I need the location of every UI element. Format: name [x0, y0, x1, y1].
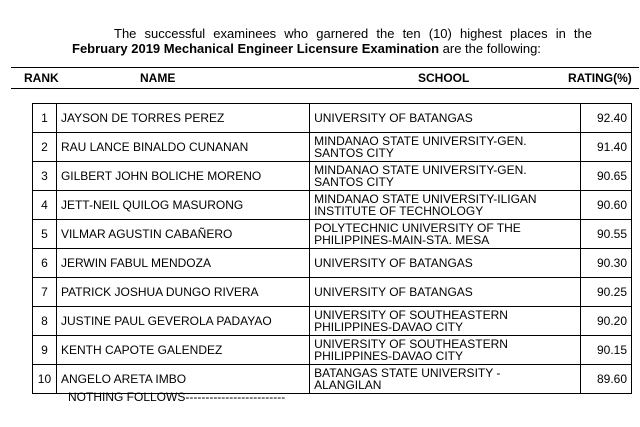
school-cell: [310, 191, 581, 220]
rank-cell: 8: [33, 307, 57, 336]
table-row: [33, 249, 632, 278]
rating-cell: 89.60: [580, 365, 631, 394]
name-cell: RAU LANCE BINALDO CUNANAN: [56, 133, 309, 162]
school-cell: [310, 249, 581, 278]
header-rank: RANK: [24, 71, 59, 85]
name-cell: KENTH CAPOTE GALENDEZ: [56, 336, 309, 365]
table-row: [33, 191, 632, 220]
rating-cell: 90.15: [580, 336, 631, 365]
school-cell: [310, 133, 581, 162]
rank-cell: 9: [33, 336, 57, 365]
rating-cell: 90.65: [580, 162, 631, 191]
rating-cell: 92.40: [580, 104, 631, 133]
school-cell: [310, 278, 581, 307]
school-line-1: UNIVERSITY OF SOUTHEASTERN: [314, 308, 508, 322]
intro-line-2: [72, 41, 592, 56]
rank-cell: 4: [33, 191, 57, 220]
rank-cell: 5: [33, 220, 57, 249]
table-row: [33, 278, 632, 307]
school-line-2: ALANGILAN: [314, 378, 382, 392]
header-school: SCHOOL: [418, 71, 470, 85]
name-cell: GILBERT JOHN BOLICHE MORENO: [56, 162, 309, 191]
table-row: [33, 104, 632, 133]
rank-cell: 2: [33, 133, 57, 162]
rank-cell: 6: [33, 249, 57, 278]
name-cell: PATRICK JOSHUA DUNGO RIVERA: [56, 278, 309, 307]
header-bottom-rule: [11, 88, 639, 89]
rating-cell: 90.60: [580, 191, 631, 220]
name-cell: JUSTINE PAUL GEVEROLA PADAYAO: [56, 307, 309, 336]
rank-cell: 1: [33, 104, 57, 133]
exam-title: February 2019 Mechanical Engineer Licensure Examination: [72, 41, 440, 56]
rank-cell: 3: [33, 162, 57, 191]
nothing-follows-note: NOTHING FOLLOWS-------------------------: [68, 390, 286, 404]
school-cell: [310, 307, 581, 336]
school-cell: [310, 104, 581, 133]
school-line-2: PHILIPPINES-DAVAO CITY: [314, 349, 464, 363]
header-top-rule: [11, 67, 639, 68]
table-row: [33, 336, 632, 365]
school-line-1: MINDANAO STATE UNIVERSITY-GEN.: [314, 134, 527, 148]
school-line-1: POLYTECHNIC UNIVERSITY OF THE: [314, 221, 521, 235]
header-name: NAME: [140, 71, 176, 85]
rating-cell: 91.40: [580, 133, 631, 162]
rank-cell: 7: [33, 278, 57, 307]
name-cell: JERWIN FABUL MENDOZA: [56, 249, 309, 278]
school-cell: [310, 336, 581, 365]
school-line-2: INSTITUTE OF TECHNOLOGY: [314, 204, 484, 218]
table-row: [33, 307, 632, 336]
rank-cell: 10: [33, 365, 57, 394]
header-rating: RATING(%): [568, 71, 632, 85]
table-row: [33, 162, 632, 191]
school-line-1: UNIVERSITY OF BATANGAS: [314, 256, 473, 270]
school-line-2: SANTOS CITY: [314, 146, 394, 160]
rating-cell: 90.30: [580, 249, 631, 278]
school-cell: [310, 365, 581, 394]
table-row: [33, 220, 632, 249]
school-line-1: UNIVERSITY OF SOUTHEASTERN: [314, 337, 508, 351]
intro-paragraph: [72, 26, 592, 56]
rating-cell: 90.25: [580, 278, 631, 307]
table-row: [33, 133, 632, 162]
rating-cell: 90.55: [580, 220, 631, 249]
school-line-2: PHILIPPINES-MAIN-STA. MESA: [314, 233, 490, 247]
school-line-1: BATANGAS STATE UNIVERSITY -: [314, 366, 501, 380]
results-table: [32, 103, 632, 394]
school-cell: [310, 220, 581, 249]
school-line-2: PHILIPPINES-DAVAO CITY: [314, 320, 464, 334]
rating-cell: 90.20: [580, 307, 631, 336]
name-cell: JETT-NEIL QUILOG MASURONG: [56, 191, 309, 220]
intro-line-2-rest: are the following:: [439, 41, 541, 56]
school-line-1: UNIVERSITY OF BATANGAS: [314, 111, 473, 125]
name-cell: VILMAR AGUSTIN CABAÑERO: [56, 220, 309, 249]
name-cell: ANGELO ARETA IMBO: [56, 365, 309, 394]
intro-line-1: The successful examinees who garnered the ten (10) highest places in the: [114, 26, 592, 41]
name-cell: JAYSON DE TORRES PEREZ: [56, 104, 309, 133]
school-cell: [310, 162, 581, 191]
school-line-1: UNIVERSITY OF BATANGAS: [314, 285, 473, 299]
school-line-2: SANTOS CITY: [314, 175, 394, 189]
school-line-1: MINDANAO STATE UNIVERSITY-ILIGAN: [314, 192, 537, 206]
school-line-1: MINDANAO STATE UNIVERSITY-GEN.: [314, 163, 527, 177]
